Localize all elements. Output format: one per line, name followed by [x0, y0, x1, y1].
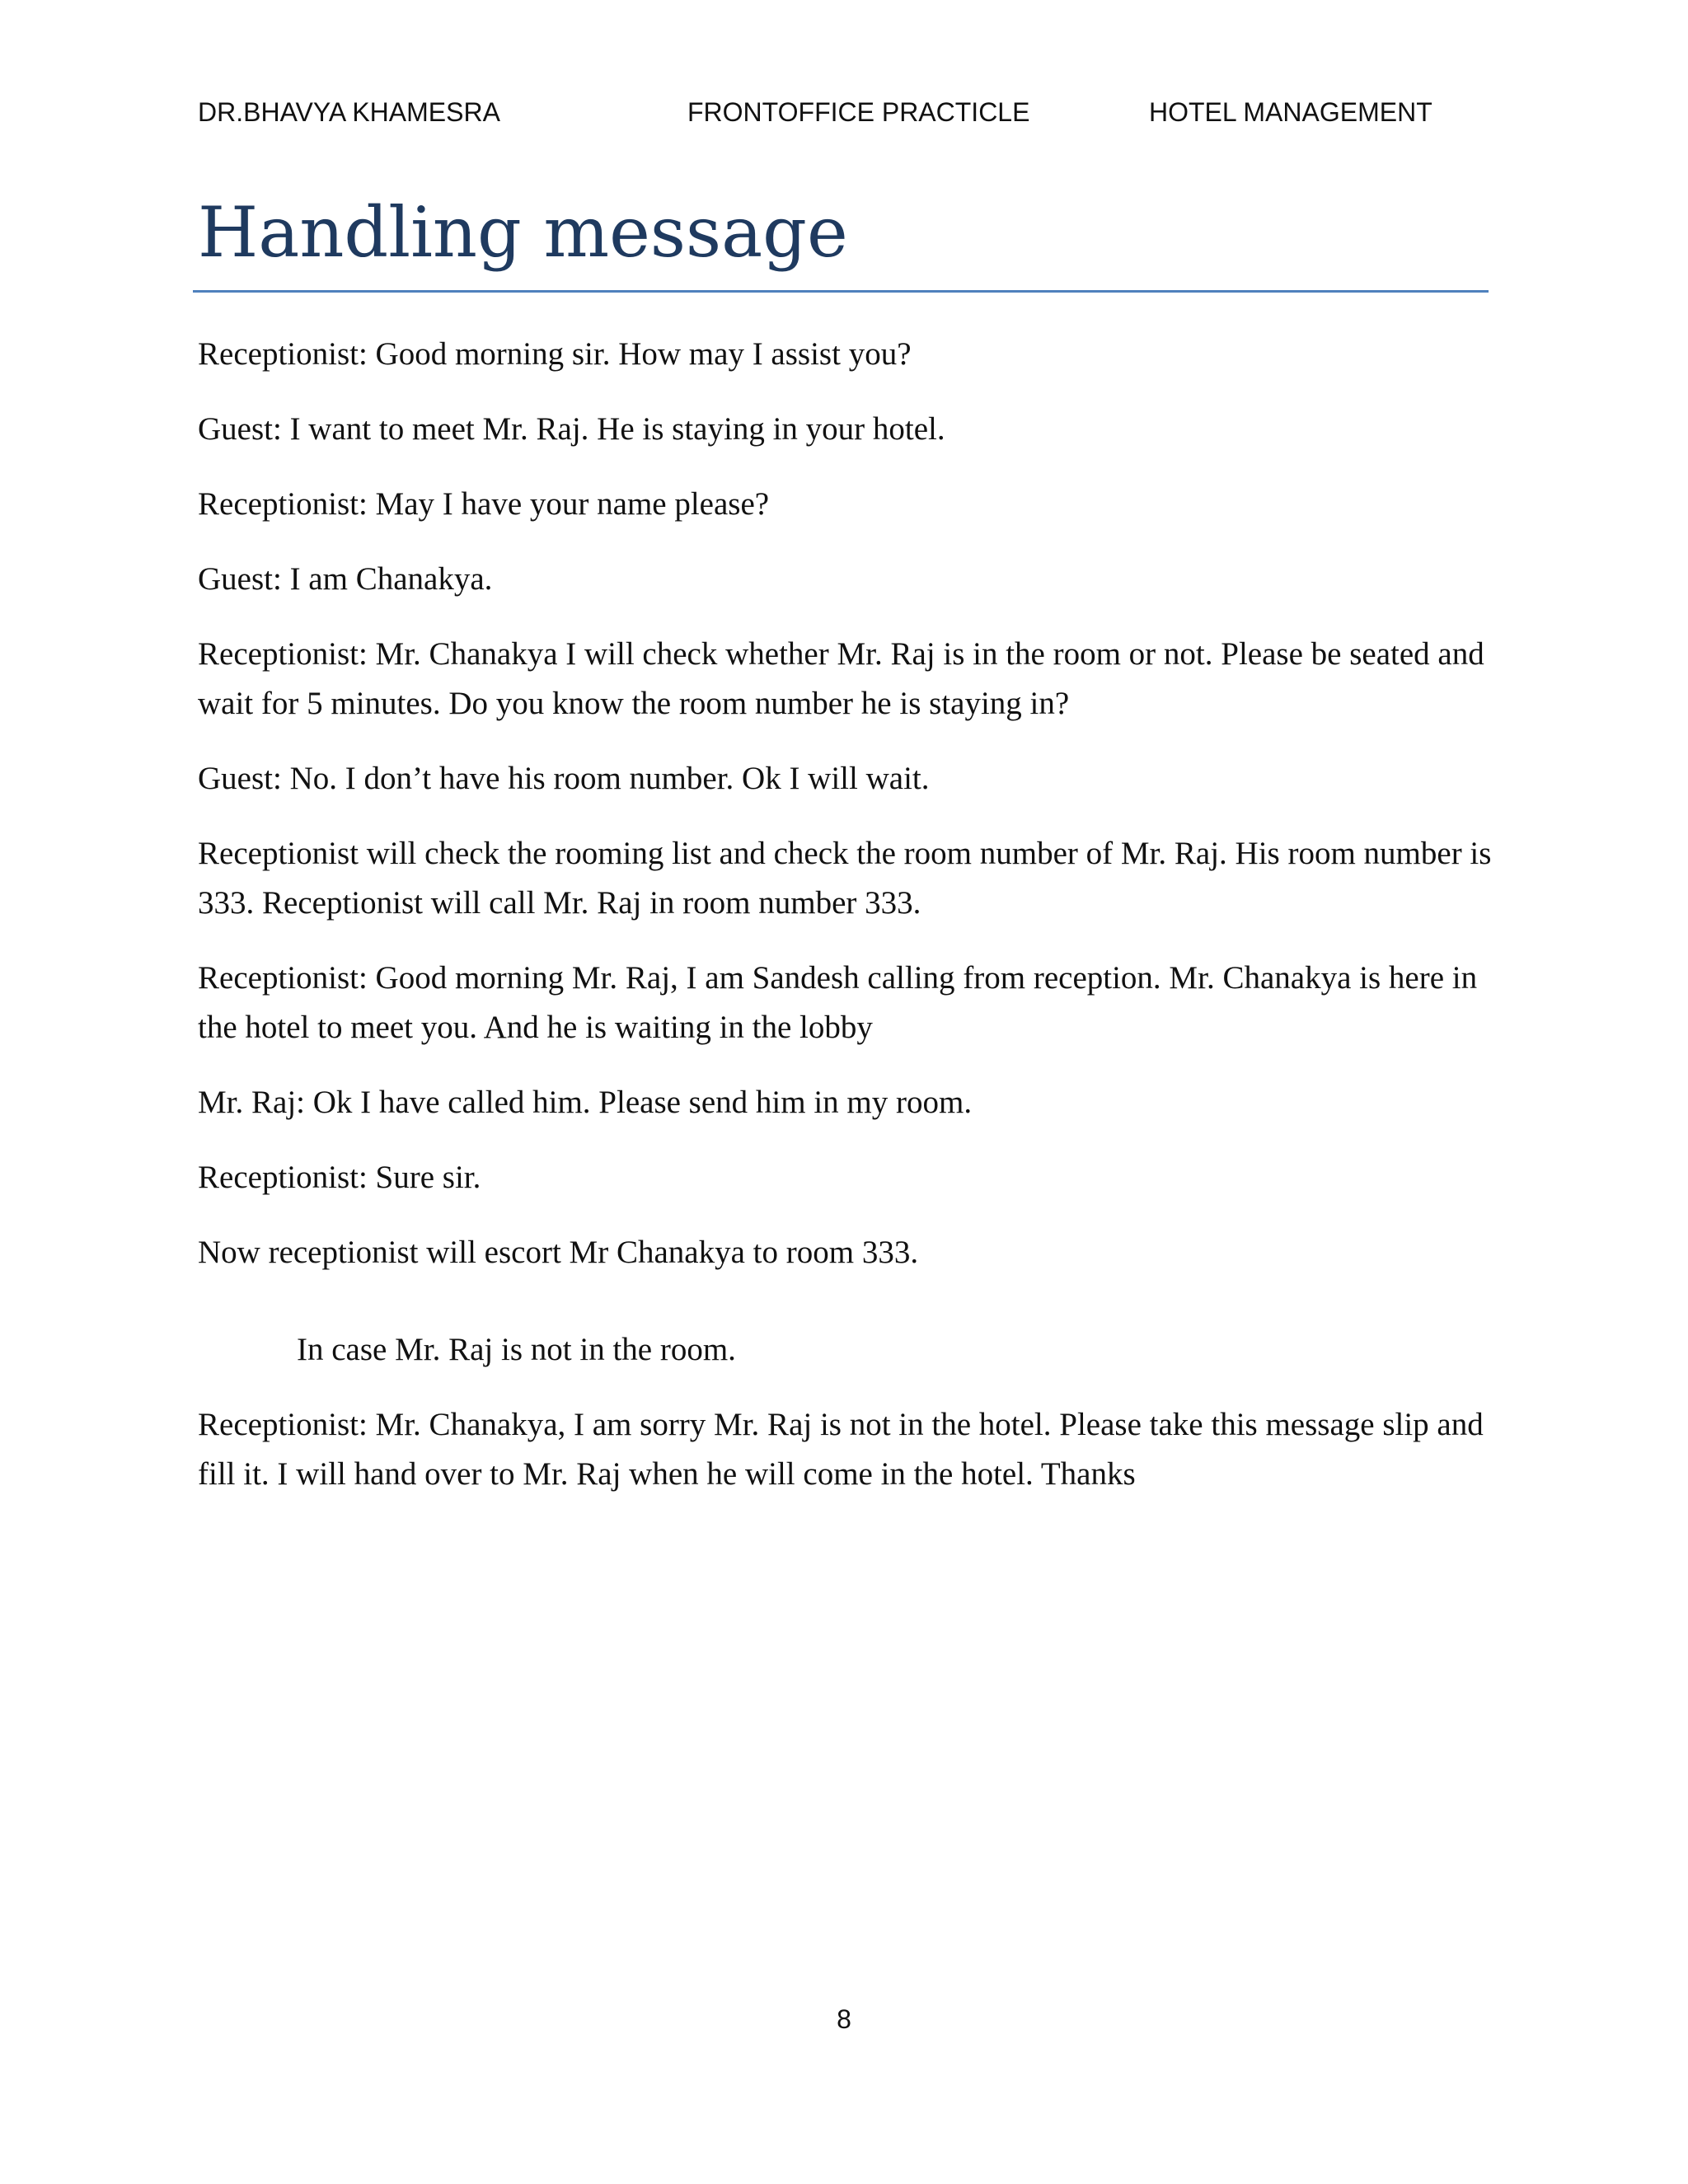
paragraph-5: Receptionist: Mr. Chanakya I will check whether Mr. Raj is in the room or not. Please be seated and wait for 5 minutes. Do you know the room number he is staying in? [198, 636, 1484, 721]
paragraph-13: Receptionist: Mr. Chanakya, I am sorry Mr. Raj is not in the hotel. Please take this message slip and fill it. I will hand over to Mr. Raj when he will come in the hotel. Thanks [198, 1407, 1484, 1492]
paragraph-3: Receptionist: May I have your name please? [198, 486, 770, 522]
header-author: DR.BHAVYA KHAMESRA [198, 97, 500, 127]
paragraph-1: Receptionist: Good morning sir. How may I assist you? [198, 336, 912, 372]
paragraph-6: Guest: No. I don’t have his room number. Ok I will wait. [198, 761, 930, 796]
document-body [198, 330, 1500, 1525]
page-title: Handling message [198, 192, 848, 273]
paragraph-4: Guest: I am Chanakya. [198, 561, 493, 597]
paragraph-10: Receptionist: Sure sir. [198, 1160, 481, 1195]
running-header [198, 97, 1451, 134]
paragraph-2: Guest: I want to meet Mr. Raj. He is staying in your hotel. [198, 411, 945, 447]
paragraph-12: In case Mr. Raj is not in the room. [297, 1332, 736, 1367]
paragraph-11: Now receptionist will escort Mr Chanakya to room 333. [198, 1235, 919, 1270]
paragraph-8: Receptionist: Good morning Mr. Raj, I am Sandesh calling from reception. Mr. Chanakya is here in the hotel to meet you. And he is waiting in the lobby [198, 960, 1478, 1045]
paragraph-9: Mr. Raj: Ok I have called him. Please send him in my room. [198, 1085, 973, 1120]
page-number: 8 [837, 2004, 851, 2034]
title-underline [193, 290, 1489, 293]
header-subject: FRONTOFFICE PRACTICLE [687, 97, 1030, 127]
header-course: HOTEL MANAGEMENT [1149, 97, 1432, 127]
paragraph-7: Receptionist will check the rooming list and check the room number of Mr. Raj. His room number is 333. Receptionist will call Mr. Raj in room number 333. [198, 836, 1492, 921]
